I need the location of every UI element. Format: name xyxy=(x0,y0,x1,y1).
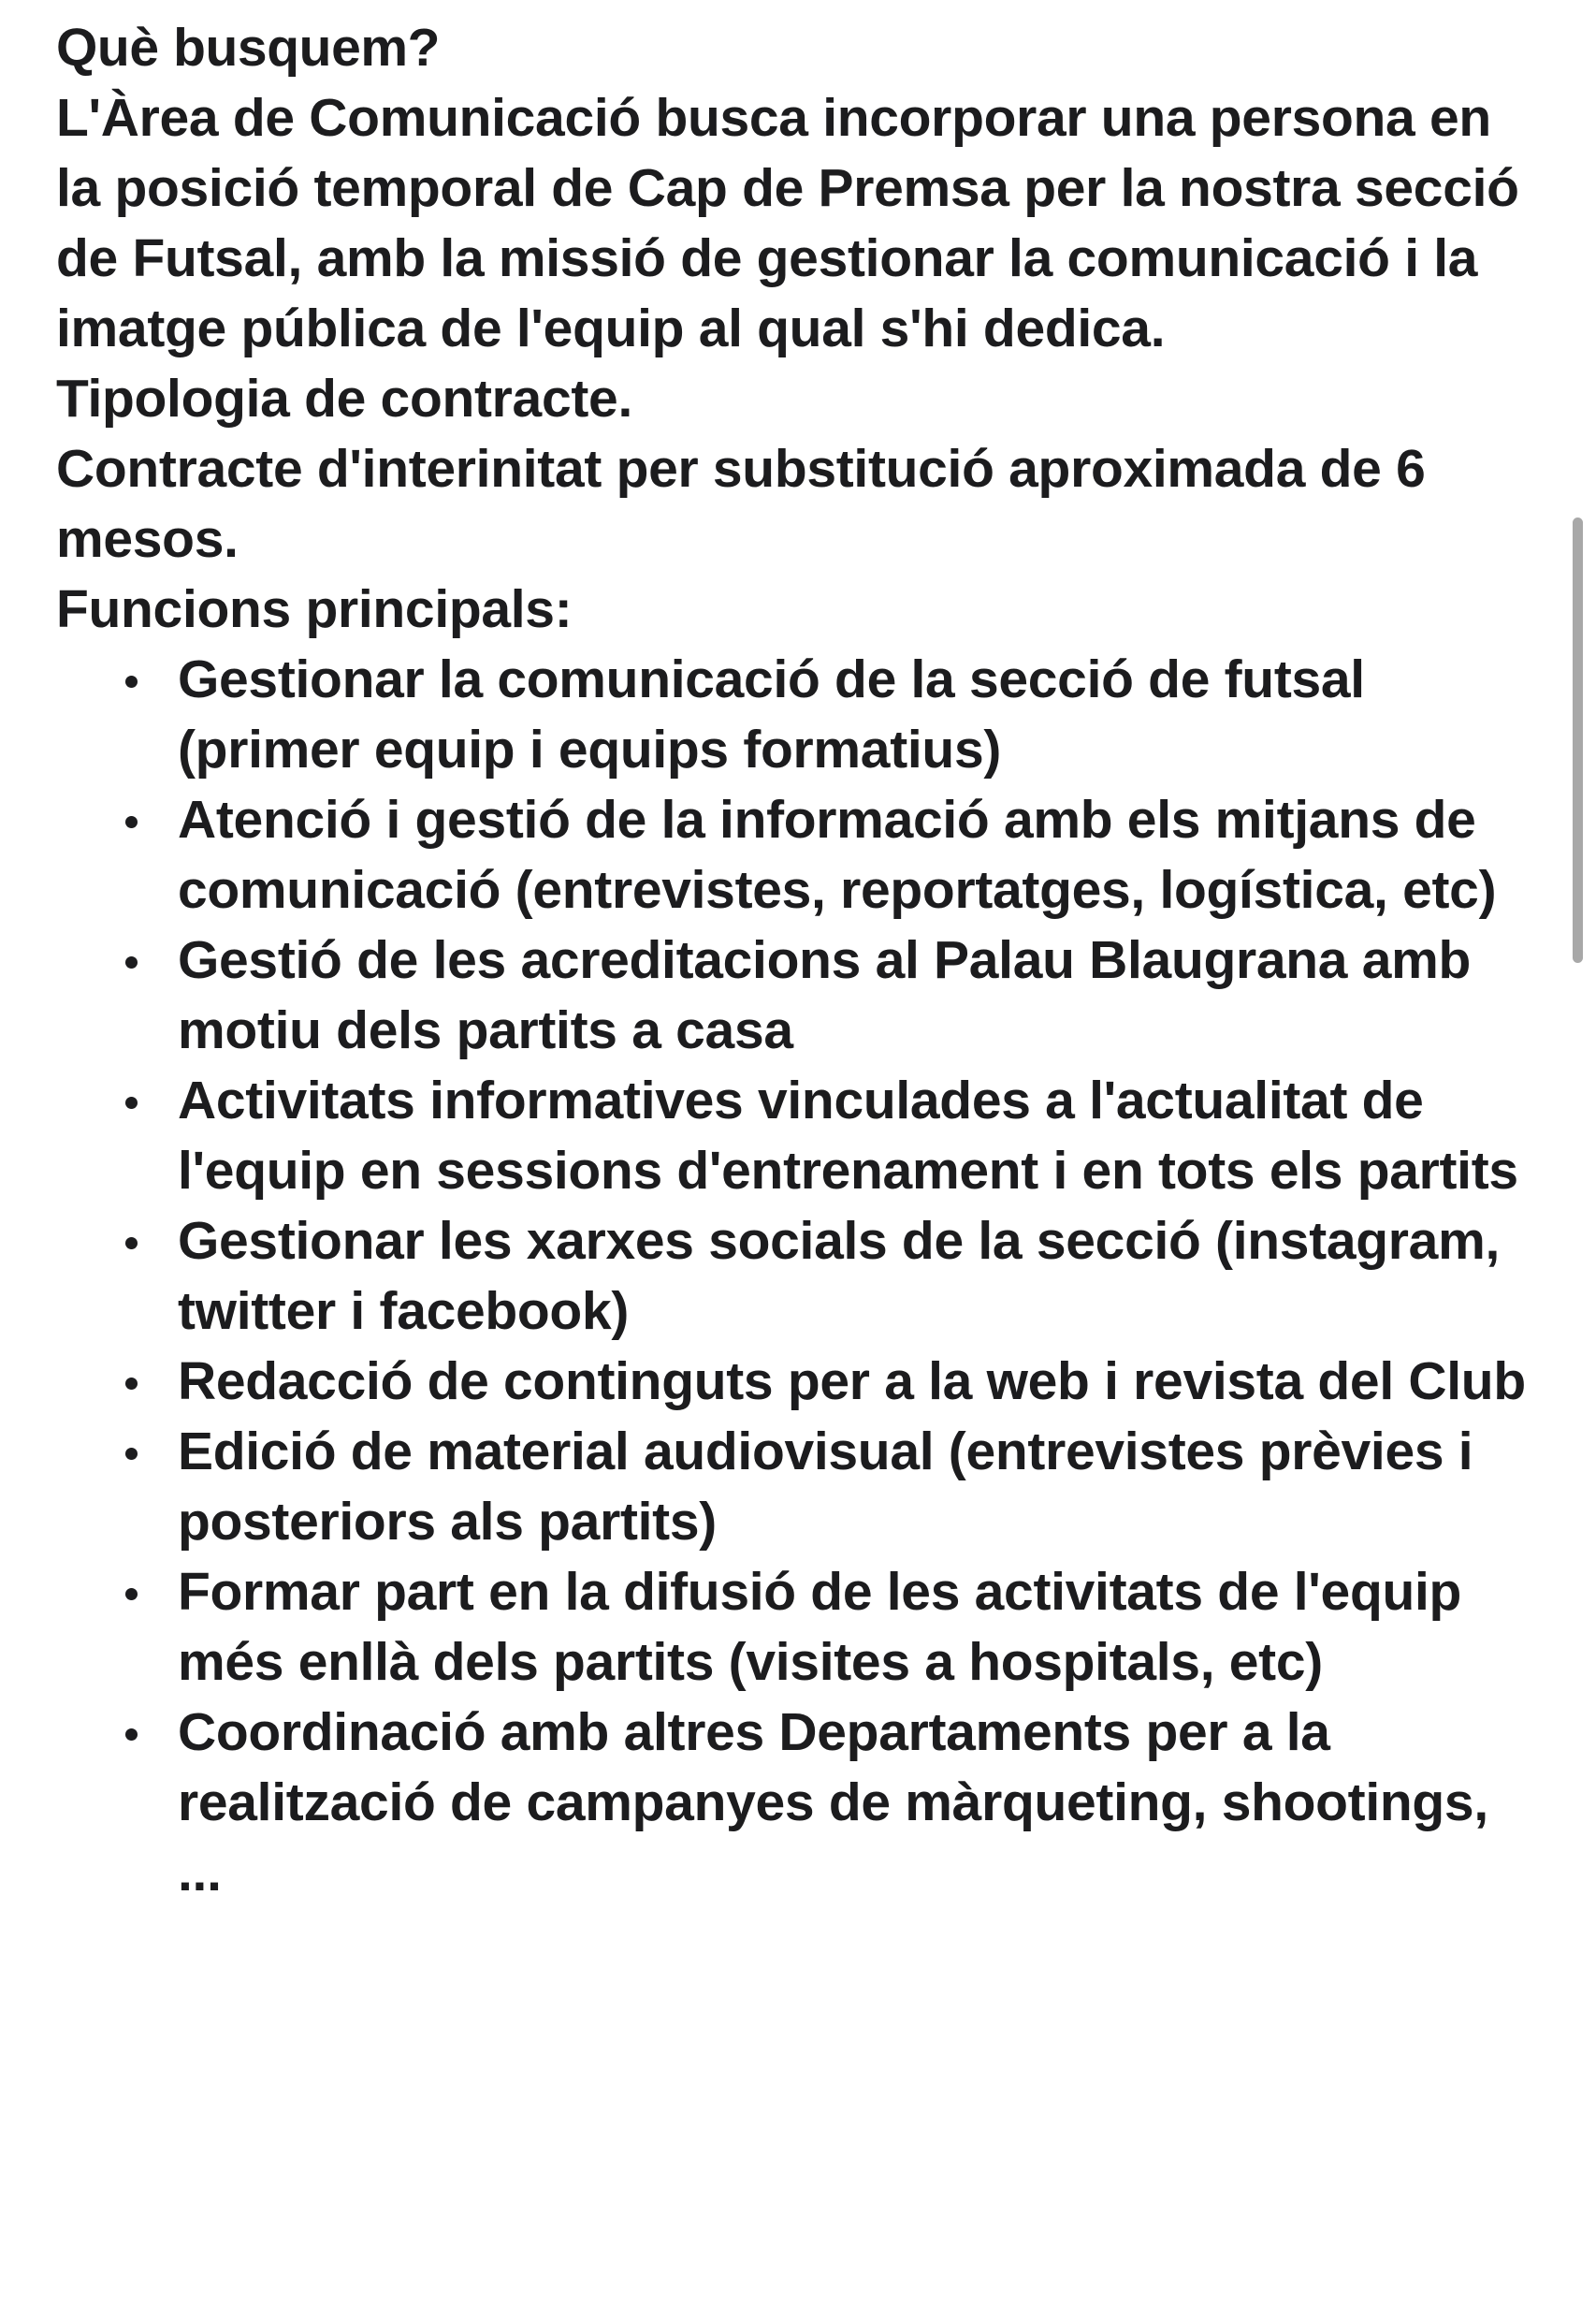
list-item-label: Gestionar les xarxes socials de la secció (instagram, twitter i facebook) xyxy=(178,1211,1500,1341)
page-title: Què busquem? xyxy=(56,18,441,78)
list-item-label: Gestió de les acreditacions al Palau Blaugrana amb motiu dels partits a casa xyxy=(178,930,1472,1060)
bullet-dot-icon xyxy=(125,676,138,688)
list-item xyxy=(56,1066,1534,1206)
list-item-label: Activitats informatives vinculades a l'actualitat de l'equip en sessions d'entrenament i en tots els partits xyxy=(178,1071,1518,1201)
list-item-label: Atenció i gestió de la informació amb els mitjans de comunicació (entrevistes, reportatges, logística, etc) xyxy=(178,790,1497,920)
bullet-dot-icon xyxy=(125,1728,138,1741)
main-functions-heading: Funcions principals: xyxy=(56,579,573,639)
list-item-label: Edició de material audiovisual (entrevistes prèvies i posteriors als partits) xyxy=(178,1421,1473,1552)
list-item xyxy=(56,1698,1534,1908)
vertical-scrollbar-thumb[interactable] xyxy=(1573,518,1583,963)
article-content xyxy=(56,13,1534,1908)
list-item-label: Formar part en la difusió de les activitats de l'equip més enllà dels partits (visites a hospitals, etc) xyxy=(178,1562,1462,1692)
bullet-dot-icon xyxy=(125,1097,138,1109)
bullet-dot-icon xyxy=(125,1588,138,1600)
list-item-label: Redacció de continguts per a la web i revista del Club xyxy=(178,1351,1526,1411)
bullet-dot-icon xyxy=(125,816,138,828)
list-item-label: Coordinació amb altres Departaments per a la realització de campanyes de màrqueting, shootings, ... xyxy=(178,1702,1488,1903)
intro-paragraph: L'Àrea de Comunicació busca incorporar una persona en la posició temporal de Cap de Premsa per la nostra secció de Futsal, amb la missió de gestionar la comunicació i la imatge pública de l'equip al qual s'hi dedica. xyxy=(56,88,1519,358)
contract-type-detail: Contracte d'interinitat per substitució aproximada de 6 mesos. xyxy=(56,439,1426,569)
list-item xyxy=(56,926,1534,1066)
list-item xyxy=(56,645,1534,785)
main-functions-list xyxy=(56,645,1534,1908)
list-item xyxy=(56,785,1534,926)
bullet-dot-icon xyxy=(125,1378,138,1390)
list-item xyxy=(56,1206,1534,1347)
contract-type-heading: Tipologia de contracte. xyxy=(56,369,632,429)
list-item xyxy=(56,1347,1534,1417)
bullet-dot-icon xyxy=(125,1237,138,1249)
bullet-dot-icon xyxy=(125,956,138,969)
list-item xyxy=(56,1557,1534,1698)
vertical-scrollbar-track[interactable] xyxy=(1573,0,1583,2318)
bullet-dot-icon xyxy=(125,1448,138,1460)
list-item xyxy=(56,1417,1534,1557)
list-item-label: Gestionar la comunicació de la secció de futsal (primer equip i equips formatius) xyxy=(178,649,1365,780)
